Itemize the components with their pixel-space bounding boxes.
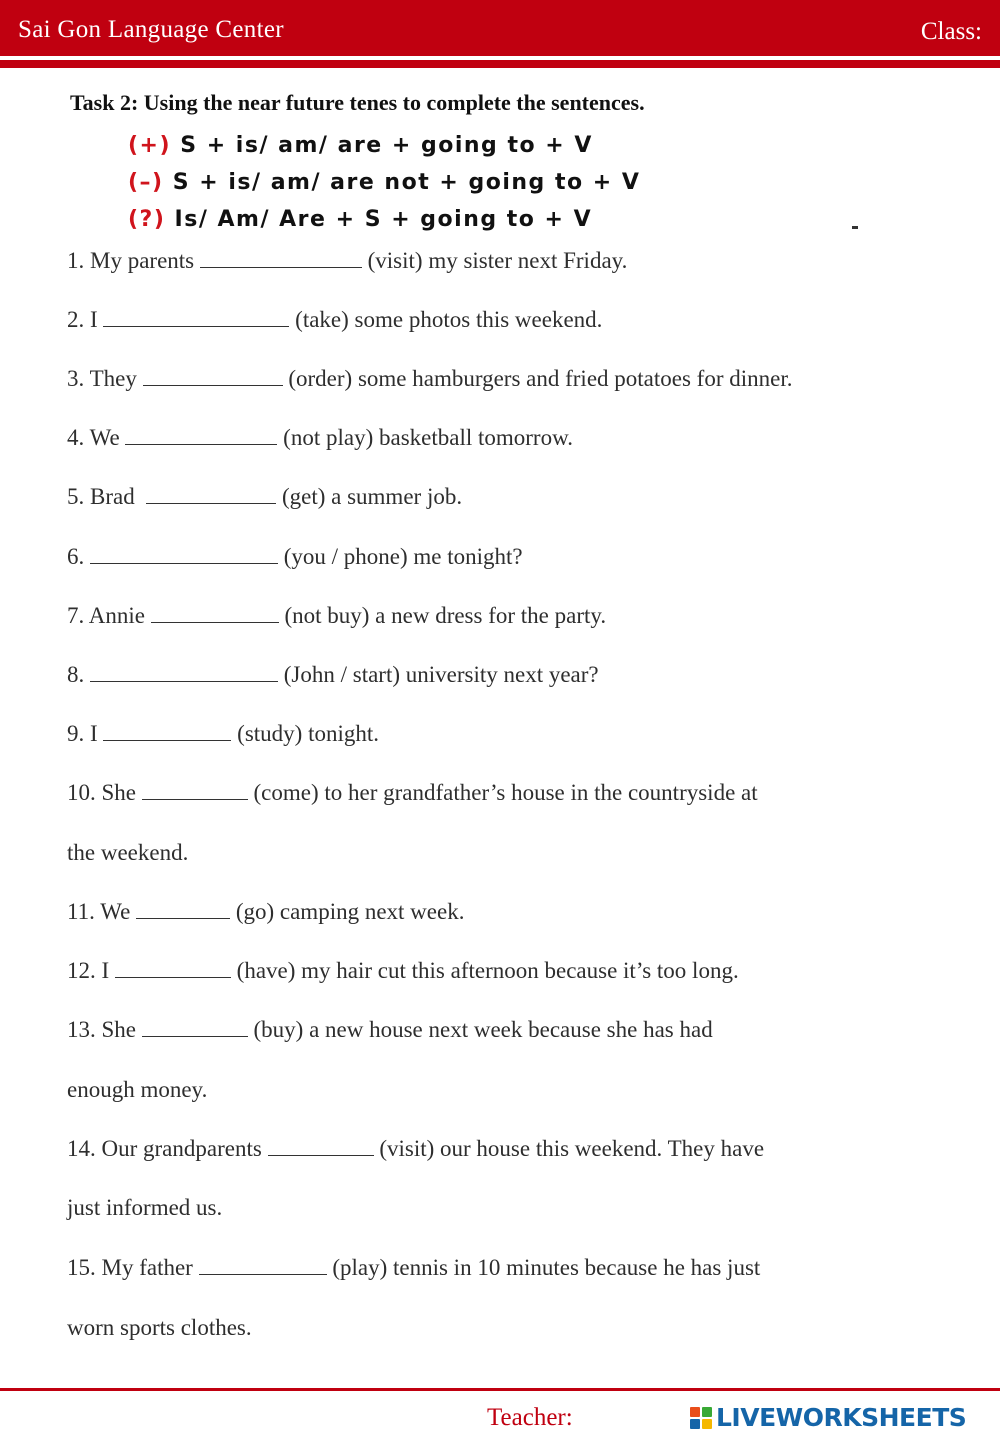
question-text: 7. Annie: [67, 603, 151, 628]
question-text: 10. She: [67, 780, 142, 805]
question-text: 4. We: [67, 425, 126, 450]
center-name: Sai Gon Language Center: [18, 16, 284, 43]
formula-text: S + is/ am/ are not + going to + V: [163, 170, 641, 195]
question-13: [67, 1017, 713, 1043]
formula-positive: [128, 133, 593, 158]
liveworksheets-icon: [690, 1407, 712, 1429]
question-text: 13. She: [67, 1017, 142, 1042]
answer-blank[interactable]: [142, 1020, 248, 1037]
answer-blank[interactable]: [151, 606, 279, 623]
formula-sign: (?): [128, 207, 166, 232]
question-5: [67, 484, 462, 510]
question-9: [67, 721, 379, 747]
question-text: 5. Brad: [67, 484, 147, 509]
header-bar: [0, 0, 1000, 56]
decorative-dot: [852, 226, 858, 229]
question-text: (visit) my sister next Friday.: [361, 248, 628, 273]
question-text: 15. My father: [67, 1255, 199, 1280]
answer-blank[interactable]: [103, 724, 231, 741]
answer-blank[interactable]: [115, 961, 231, 978]
question-text: 9. I: [67, 721, 104, 746]
brand-name: LIVEWORKSHEETS: [716, 1403, 967, 1432]
footer-rule: [0, 1388, 1000, 1391]
class-label: Class:: [920, 18, 982, 45]
question-text: (have) my hair cut this afternoon because it’s too long.: [230, 958, 739, 983]
question-7: [67, 603, 606, 629]
question-text: (visit) our house this weekend. They have: [373, 1136, 765, 1161]
question-text: (John / start) university next year?: [278, 662, 599, 687]
question-4: [67, 425, 573, 451]
question-text: (study) tonight.: [231, 721, 380, 746]
answer-blank[interactable]: [142, 783, 248, 800]
question-text: (play) tennis in 10 minutes because he has just: [326, 1255, 761, 1280]
answer-blank[interactable]: [90, 665, 278, 682]
question-text: 11. We: [67, 899, 137, 924]
question-3: [67, 366, 792, 392]
question-10: [67, 780, 758, 806]
answer-blank[interactable]: [90, 547, 278, 564]
question-text: (buy) a new house next week because she has had: [247, 1017, 713, 1042]
header-rule: [0, 60, 1000, 68]
formula-sign: (+): [128, 133, 172, 158]
question-text: 14. Our grandparents: [67, 1136, 268, 1161]
formula-negative: [128, 170, 640, 195]
question-text: (not play) basketball tomorrow.: [277, 425, 573, 450]
question-13-continued: enough money.: [67, 1077, 208, 1102]
answer-blank[interactable]: [125, 428, 277, 445]
question-6: [67, 544, 523, 570]
question-text: (you / phone) me tonight?: [278, 544, 523, 569]
question-10-continued: the weekend.: [67, 840, 189, 865]
answer-blank[interactable]: [268, 1139, 374, 1156]
question-11: [67, 899, 464, 925]
question-15-continued: worn sports clothes.: [67, 1315, 252, 1340]
question-text: (go) camping next week.: [230, 899, 465, 924]
answer-blank[interactable]: [199, 1258, 327, 1275]
question-2: [67, 307, 602, 333]
question-text: (not buy) a new dress for the party.: [278, 603, 607, 628]
teacher-label: Teacher:: [487, 1404, 573, 1431]
question-text: 12. I: [67, 958, 115, 983]
question-text: (order) some hamburgers and fried potatoes for dinner.: [282, 366, 793, 391]
answer-blank[interactable]: [103, 310, 289, 327]
answer-blank[interactable]: [136, 902, 230, 919]
question-text: 1. My parents: [67, 248, 200, 273]
formula-text: S + is/ am/ are + going to + V: [171, 133, 593, 158]
question-text: 8.: [67, 662, 90, 687]
formula-text: Is/ Am/ Are + S + going to + V: [165, 207, 593, 232]
question-text: (take) some photos this weekend.: [289, 307, 603, 332]
question-1: [67, 248, 627, 274]
task-title: Task 2: Using the near future tenes to complete the sentences.: [70, 90, 645, 115]
liveworksheets-logo[interactable]: [690, 1403, 966, 1432]
answer-blank[interactable]: [146, 487, 276, 504]
question-text: (get) a summer job.: [276, 484, 463, 509]
question-15: [67, 1255, 760, 1281]
answer-blank[interactable]: [143, 369, 283, 386]
question-14: [67, 1136, 764, 1162]
question-text: 2. I: [67, 307, 104, 332]
question-text: 6.: [67, 544, 90, 569]
answer-blank[interactable]: [200, 251, 362, 268]
formula-sign: (–): [128, 170, 164, 195]
question-8: [67, 662, 599, 688]
question-text: 3. They: [67, 366, 143, 391]
question-14-continued: just informed us.: [67, 1195, 223, 1220]
formula-question: [128, 207, 592, 232]
question-12: [67, 958, 739, 984]
question-text: (come) to her grandfather’s house in the countryside at: [247, 780, 758, 805]
